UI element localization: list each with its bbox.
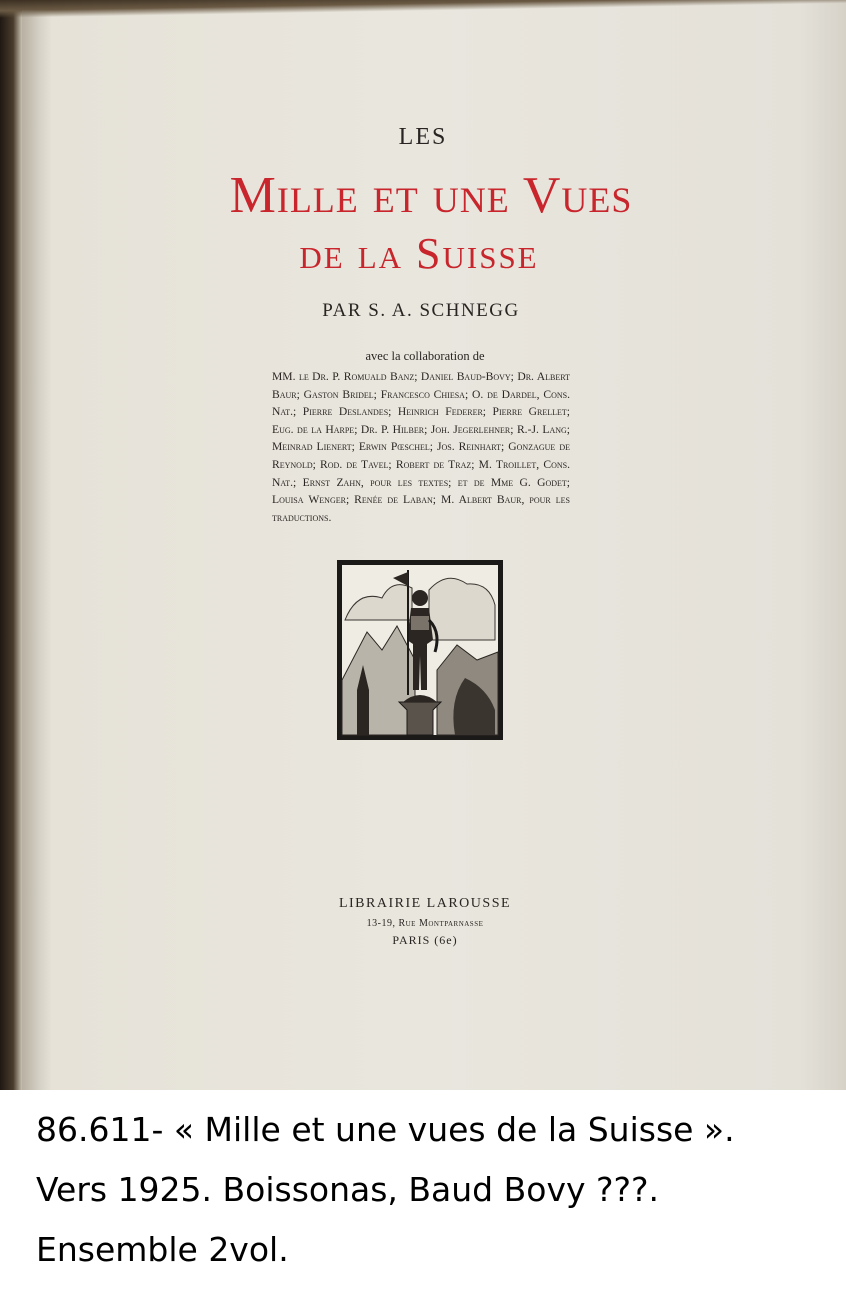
knight-statue-woodcut: [337, 560, 503, 740]
collaborators-list: MM. le Dr. P. Romuald Banz; Daniel Baud-Bovy; Dr. Albert Baur; Gaston Bridel; Francesco Chiesa; O. de Dardel, Cons. Nat.; Pierre Deslandes; Heinrich Federer; Pierre Grellet; Eug. de la Harpe; Dr. P. Hilber; Joh. Jegerlehner; R.-J. Lang; Meinrad Lienert; Erwin Pœschel; Jos. Reinhart; Gonzague de Reynold; Rod. de Tavel; Robert de Traz; M. Troillet, Cons. Nat.; Ernst Zahn, pour les textes; et de Mme G. Godet; Louisa Wenger; Renée de Laban; M. Albert Baur, pour les traductions.: [272, 370, 570, 524]
collaboration-intro: avec la collaboration de: [365, 349, 485, 363]
woodcut-illustration: [337, 560, 503, 740]
title-line-2: de la Suisse: [299, 229, 539, 278]
lot-caption: [36, 1100, 836, 1280]
caption-line-3: Ensemble 2vol.: [36, 1230, 289, 1269]
title-les: LES: [398, 124, 448, 150]
caption-line-1: 86.611- « Mille et une vues de la Suisse ».: [36, 1110, 735, 1149]
publisher-address: 13-19, Rue Montparnasse: [366, 918, 484, 929]
book-cover-edge: [0, 0, 846, 18]
publisher-name: LIBRAIRIE LAROUSSE: [338, 896, 512, 911]
caption-line-2: Vers 1925. Boissonas, Baud Bovy ???.: [36, 1170, 660, 1209]
author-line: PAR S. A. SCHNEGG: [322, 300, 520, 321]
publisher-city: PARIS (6e): [392, 933, 458, 947]
title-line-1: Mille et une Vues: [229, 167, 633, 224]
